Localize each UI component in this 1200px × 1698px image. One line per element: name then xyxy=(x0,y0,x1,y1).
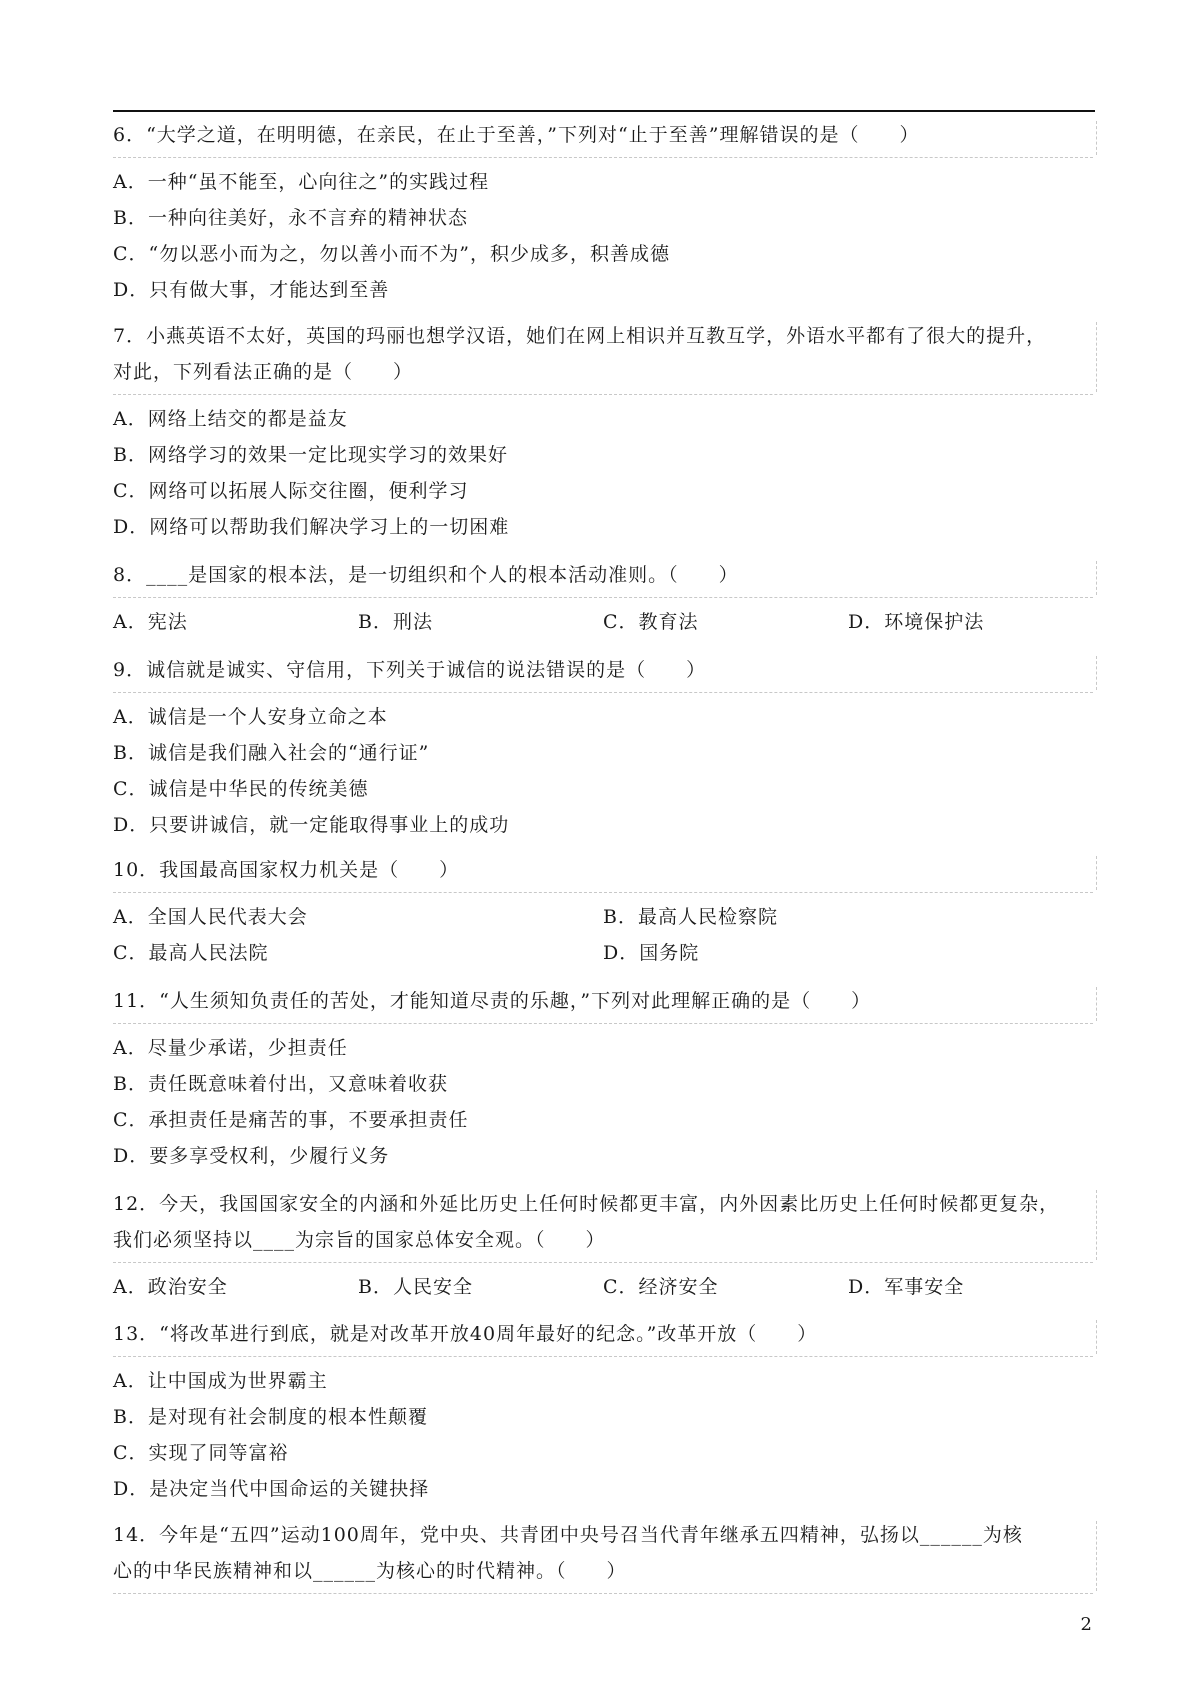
question-9 xyxy=(113,652,1093,843)
option-a: A．全国人民代表大会 xyxy=(113,906,308,928)
options-row xyxy=(113,935,1093,971)
option-d: D．国务院 xyxy=(603,942,700,964)
options-row xyxy=(113,899,1093,935)
question-6 xyxy=(113,117,1093,308)
option-d: D．是决定当代中国命运的关键抉择 xyxy=(113,1478,430,1500)
option-d: D．只要讲诚信，就一定能取得事业上的成功 xyxy=(113,814,510,836)
stem-line-2: 对此，下列看法正确的是（ ） xyxy=(113,361,414,383)
question-8 xyxy=(113,557,1093,640)
stem-line-2: 心的中华民族精神和以______为核心的时代精神。（ ） xyxy=(113,1560,627,1582)
question-stem: 11．“人生须知负责任的苦处，才能知道尽责的乐趣，”下列对此理解正确的是（ ） xyxy=(113,983,1093,1024)
question-14 xyxy=(113,1517,1093,1600)
option-d: D．要多享受权利，少履行义务 xyxy=(113,1145,390,1167)
question-stem: 8．____是国家的根本法，是一切组织和个人的根本活动准则。（ ） xyxy=(113,557,1093,598)
option-a: A．诚信是一个人安身立命之本 xyxy=(113,706,388,728)
stem-line-1: 12．今天，我国国家安全的内涵和外延比历史上任何时候都更丰富，内外因素比历史上任何时候都更复杂， xyxy=(113,1193,1060,1215)
option-c: C．诚信是中华民的传统美德 xyxy=(113,778,369,800)
question-13 xyxy=(113,1316,1093,1507)
option-c: C．教育法 xyxy=(603,611,699,633)
option-a: A．尽量少承诺，少担责任 xyxy=(113,1037,348,1059)
header-rule xyxy=(113,110,1095,112)
question-stem: 9．诚信就是诚实、守信用，下列关于诚信的说法错误的是（ ） xyxy=(113,652,1093,693)
option-d: D．只有做大事，才能达到至善 xyxy=(113,279,390,301)
option-b: B．是对现有社会制度的根本性颠覆 xyxy=(113,1406,428,1428)
option-d: D．网络可以帮助我们解决学习上的一切困难 xyxy=(113,516,510,538)
option-a: A．宪法 xyxy=(113,611,188,633)
option-a: A．让中国成为世界霸主 xyxy=(113,1370,328,1392)
option-b: B．责任既意味着付出，又意味着收获 xyxy=(113,1073,448,1095)
question-11 xyxy=(113,983,1093,1174)
option-b: B．诚信是我们融入社会的“通行证” xyxy=(113,742,430,764)
question-stem: 13．“将改革进行到底，就是对改革开放40周年最好的纪念。”改革开放（ ） xyxy=(113,1316,1093,1357)
option-c: C．承担责任是痛苦的事，不要承担责任 xyxy=(113,1109,469,1131)
question-stem xyxy=(113,1186,1093,1263)
option-b: B．一种向往美好，永不言弃的精神状态 xyxy=(113,207,468,229)
option-b: B．刑法 xyxy=(358,611,433,633)
question-stem xyxy=(113,1517,1093,1594)
question-stem: 10．我国最高国家权力机关是（ ） xyxy=(113,852,1093,893)
question-10 xyxy=(113,852,1093,971)
question-12 xyxy=(113,1186,1093,1305)
question-stem xyxy=(113,318,1093,395)
option-c: C．最高人民法院 xyxy=(113,942,269,964)
option-c: C．网络可以拓展人际交往圈，便利学习 xyxy=(113,480,469,502)
option-a: A．一种“虽不能至，心向往之”的实践过程 xyxy=(113,171,490,193)
stem-line-2: 我们必须坚持以____为宗旨的国家总体安全观。（ ） xyxy=(113,1229,606,1251)
option-b: B．最高人民检察院 xyxy=(603,906,778,928)
page-number: 2 xyxy=(1080,1614,1092,1635)
option-d: D．军事安全 xyxy=(848,1276,965,1298)
option-b: B．网络学习的效果一定比现实学习的效果好 xyxy=(113,444,508,466)
option-a: A．政治安全 xyxy=(113,1276,228,1298)
option-c: C．经济安全 xyxy=(603,1276,719,1298)
option-a: A．网络上结交的都是益友 xyxy=(113,408,348,430)
option-c: C．实现了同等富裕 xyxy=(113,1442,289,1464)
option-b: B．人民安全 xyxy=(358,1276,473,1298)
question-7 xyxy=(113,318,1093,545)
question-stem: 6．“大学之道，在明明德，在亲民，在止于至善，”下列对“止于至善”理解错误的是（ ） xyxy=(113,117,1093,158)
options-row xyxy=(113,1269,1093,1305)
stem-line-1: 14．今年是“五四”运动100周年，党中央、共青团中央号召当代青年继承五四精神，弘扬以______为核 xyxy=(113,1524,1023,1546)
stem-line-1: 7．小燕英语不太好，英国的玛丽也想学汉语，她们在网上相识并互教互学，外语水平都有了很大的提升， xyxy=(113,325,1047,347)
option-d: D．环境保护法 xyxy=(848,611,985,633)
options-row xyxy=(113,604,1093,640)
option-c: C．“勿以恶小而为之，勿以善小而不为”，积少成多，积善成德 xyxy=(113,243,670,265)
